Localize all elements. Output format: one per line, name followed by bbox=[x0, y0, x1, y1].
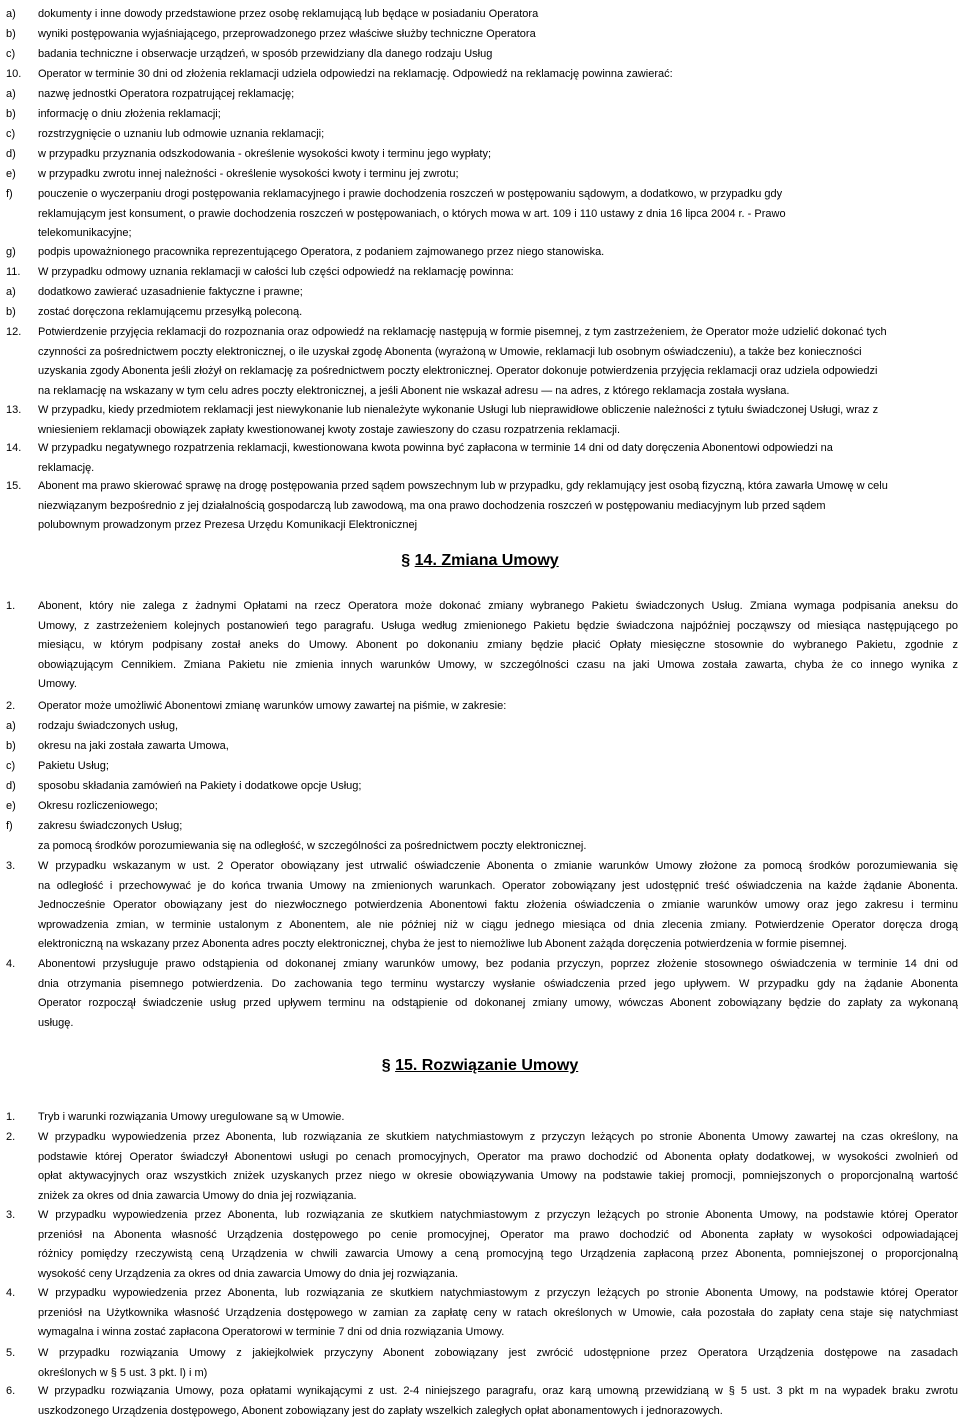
text-line: Abonent, który nie zalega z żadnymi Opłatami na rzecz Operatora może dokonać zmiany wybranego Pakietu świadczonych Usług. Zmiana wymaga podpisania aneksu do bbox=[38, 600, 958, 612]
section-14-heading bbox=[0, 550, 960, 572]
text-line: dnia otrzymania pisemnego potwierdzenia. Do zachowania tego terminu wystarczy wysłanie oświadczenia przed jego upływem. W przypadku gdy na żądanie Abonenta bbox=[38, 977, 958, 990]
item-label: d) bbox=[6, 780, 16, 792]
text-line: na reklamację na wskazany w tym celu adres poczty elektronicznej, a jeśli Abonent nie wskazał adresu — na adres, z którego reklamacja została wysłana. bbox=[38, 384, 790, 397]
paragraph-sign: § bbox=[401, 552, 411, 569]
text-line: wymagalna i winna zostać zapłacona Operatorowi w terminie 7 dni od dnia rozwiązania Umowy. bbox=[38, 1326, 505, 1338]
text-line: miesiącu, w którym podpisany został aneks do Umowy. Abonent po dokonaniu zmiany będzie płacić Opłaty miesięczne stosownie do wybranego Pakietu, zgodnie z bbox=[38, 639, 958, 651]
item-label: c) bbox=[6, 760, 16, 772]
item-label: b) bbox=[6, 28, 16, 40]
item-label: d) bbox=[6, 148, 16, 160]
text-line: zakresu świadczonych Usług; bbox=[38, 820, 183, 832]
text-line: W przypadku odmowy uznania reklamacji w całości lub części odpowiedź na reklamację powinna: bbox=[38, 266, 514, 278]
text-line: wniesieniem reklamacji obowiązek zapłaty kwestionowanej kwoty zostaje zawieszony do czasu rozpatrzenia reklamacji. bbox=[38, 423, 621, 436]
text-line: nazwę jednostki Operatora rozpatrującej reklamację; bbox=[38, 88, 295, 100]
text-line: dokumenty i inne dowody przedstawione przez osobę reklamującą lub będące w posiadaniu Operatora bbox=[38, 8, 539, 20]
text-line: w przypadku przyznania odszkodowania - określenie wysokości kwoty i terminu jego wypłaty; bbox=[38, 148, 492, 160]
item-label: 5. bbox=[6, 1347, 16, 1359]
paragraph-sign: § bbox=[381, 1057, 391, 1074]
item-label: c) bbox=[6, 128, 16, 140]
item-label: b) bbox=[6, 740, 16, 752]
text-line: zniżek za okres od dnia zawarcia Umowy do dnia jej rozwiązania. bbox=[38, 1189, 357, 1202]
text-line: uzyskania zgody Abonenta jeśli złożył on reklamację za pośrednictwem poczty elektronicznej. Operator dokonuje potwierdzenia przyjęcia reklamacji oraz udziela odpowiedzi bbox=[38, 365, 878, 377]
text-line: polubownym prowadzonym przez Prezesa Urzędu Komunikacji Elektronicznej bbox=[38, 519, 418, 531]
section-15-title: 15. Rozwiązanie Umowy bbox=[395, 1057, 579, 1074]
item-label: 6. bbox=[6, 1385, 16, 1397]
text-line: W przypadku, kiedy przedmiotem reklamacji jest niewykonanie lub nienależyte wykonanie Usługi lub nieprawidłowe obliczenie należności z tytułu świadczonej Usługi, wraz z bbox=[38, 404, 879, 416]
item-label: 4. bbox=[6, 958, 16, 970]
text-line: określonych w § 5 ust. 3 pkt. l) i m) bbox=[38, 1366, 208, 1379]
text-line: informację o dniu złożenia reklamacji; bbox=[38, 108, 221, 120]
text-line: W przypadku wypowiedzenia przez Abonenta, lub rozwiązania ze skutkiem natychmiastowym z przyczyn leżących po stronie Abonenta Umowy, na podstawie której Operator bbox=[38, 1287, 958, 1299]
item-label: 12. bbox=[6, 326, 22, 338]
text-line: za pomocą środków porozumiewania się na odległość, w szczególności za pośrednictwem poczty elektronicznej. bbox=[38, 840, 587, 852]
item-label: g) bbox=[6, 246, 16, 258]
text-line: Jednocześnie Operator obowiązany jest do niezwłocznego potwierdzenia Abonentowi faktu złożenia oświadczenia o zmianie warunków umowy oraz jego zakresu i terminu bbox=[38, 899, 958, 911]
item-label: 10. bbox=[6, 68, 22, 80]
item-label: 15. bbox=[6, 480, 22, 492]
text-line: rozstrzygnięcie o uznaniu lub odmowie uznania reklamacji; bbox=[38, 128, 325, 140]
item-label: f) bbox=[6, 188, 13, 200]
text-line: Tryb i warunki rozwiązania Umowy uregulowane są w Umowie. bbox=[38, 1111, 345, 1123]
item-label: 2. bbox=[6, 700, 16, 712]
text-line: wysokość ceny Urządzenia za okres od dnia zawarcia Umowy do dnia jej rozwiązania. bbox=[38, 1267, 459, 1280]
item-label: b) bbox=[6, 108, 16, 120]
item-label: 11. bbox=[6, 266, 21, 278]
item-label: e) bbox=[6, 168, 16, 180]
text-line: w przypadku zwrotu innej należności - określenie wysokości kwoty i terminu jej zwrotu; bbox=[38, 168, 459, 180]
item-label: 1. bbox=[6, 1111, 16, 1123]
item-label: 3. bbox=[6, 1209, 16, 1221]
text-line: podstawie której Operator świadczył Abonentowi usługi po cenach promocyjnych, Operator ma prawo dochodzić od Abonenta opłaty dodatkowej, w wysokości zwolnień od bbox=[38, 1150, 958, 1163]
section-14-title: 14. Zmiana Umowy bbox=[414, 552, 559, 569]
text-line: dodatkowo zawierać uzasadnienie faktyczne i prawne; bbox=[38, 286, 303, 298]
text-line: usługę. bbox=[38, 1016, 74, 1029]
item-label: 1. bbox=[6, 600, 16, 612]
text-line: wyniki postępowania wyjaśniającego, przeprowadzonego przez właściwe służby techniczne Operatora bbox=[38, 28, 536, 40]
text-line: przeniósł na Użytkownika własność Urządzenia dostępowego w zamian za zapłatę ceny w ratach określonych w Umowie, cała pozostała do zapłaty cena staje się natychmiast bbox=[38, 1306, 958, 1319]
item-label: 2. bbox=[6, 1131, 16, 1143]
text-line: W przypadku wypowiedzenia przez Abonenta, lub rozwiązania ze skutkiem natychmiastowym z przyczyn leżących po stronie Abonenta Umowy, na podstawie której Operator bbox=[38, 1209, 958, 1221]
text-line: W przypadku rozwiązania Umowy, poza opłatami wynikającymi z ust. 2-4 niniejszego paragrafu, oraz karą umowną przewidzianą w § 5 ust. 3 pkt m na wypadek braku zwrotu bbox=[38, 1385, 958, 1397]
text-line: Umowy. bbox=[38, 678, 77, 690]
item-label: 4. bbox=[6, 1287, 16, 1299]
item-label: f) bbox=[6, 820, 13, 832]
text-line: Umowy, z zastrzeżeniem kolejnych postanowień tego paragrafu. Usługa według zmienionego Pakietu będzie świadczona najpóźniej począwszy od miesiąca następującego po bbox=[38, 619, 958, 632]
text-line: obowiązującym Cennikiem. Zmiana Pakietu nie zmienia innych warunków Umowy, w szczególności czasu na jaki Umowa została zawarta, chyba że co innego wynika z bbox=[38, 658, 958, 671]
text-line: reklamację. bbox=[38, 461, 95, 474]
item-label: a) bbox=[6, 88, 16, 100]
text-line: elektroniczną na wskazany przez Abonenta adres poczty elektronicznej, chyba że jest to niemożliwe lub Abonent zażąda doręczenia potwierdzenia w formie pisemnej. bbox=[38, 938, 847, 950]
item-label: a) bbox=[6, 8, 16, 20]
item-label: e) bbox=[6, 800, 16, 812]
text-line: Abonentowi przysługuje prawo odstąpienia od dokonanej zmiany warunków umowy, bez podania przyczyn, poprzez złożenie stosownego oświadczenia w terminie 14 dni od bbox=[38, 958, 958, 970]
text-line: Abonent ma prawo skierować sprawę na drogę postępowania przed sądem powszechnym lub w przypadku, gdy reklamujący jest osobą fizyczną, która zawarła Umowę w celu bbox=[38, 480, 888, 492]
text-line: zostać doręczona reklamującemu przesyłką poleconą. bbox=[38, 306, 303, 318]
text-line: przeniósł na Abonenta własność Urządzenia dostępowego po cenie promocyjnej, Operator ma prawo dochodzić od Abonenta zapłaty w wysokości odpowiadającej bbox=[38, 1228, 958, 1241]
text-line: reklamującym jest konsument, o prawie dochodzenia roszczeń w postępowaniach, o których mowa w art. 109 i 110 ustawy z dnia 16 lipca 2004 r. - Prawo bbox=[38, 207, 786, 220]
text-line: Potwierdzenie przyjęcia reklamacji do rozpoznania oraz odpowiedź na reklamację następują w formie pisemnej, z tym zastrzeżeniem, że Operator może udzielić dokonać tych bbox=[38, 326, 887, 338]
item-label: a) bbox=[6, 286, 16, 298]
text-line: Okresu rozliczeniowego; bbox=[38, 800, 158, 812]
text-line: W przypadku wskazanym w ust. 2 Operator obowiązany jest utrwalić oświadczenie Abonenta o zmianie warunków Umowy złożone za pomocą środków porozumiewania się bbox=[38, 860, 958, 872]
text-line: Operator może umożliwić Abonentowi zmianę warunków umowy zawartej na piśmie, w zakresie: bbox=[38, 700, 507, 712]
text-line: niezwiązanym bezpośrednio z jej działalnością gospodarczą lub zawodową, ma ona prawo dochodzenia roszczeń w postępowaniu mediacyjnym lub przed sądem bbox=[38, 499, 826, 512]
section-15-heading bbox=[0, 1055, 960, 1077]
item-label: b) bbox=[6, 306, 16, 318]
item-label: a) bbox=[6, 720, 16, 732]
text-line: czynności za pośrednictwem poczty elektronicznej, o ile uzyskał zgodę Abonenta (wyrażoną w Umowie, reklamacji lub osobnym oświadczeniu), a także bez konieczności bbox=[38, 345, 862, 358]
text-line: opłat aktywacyjnych oraz wszystkich zniżek uzyskanych przez niego w okresie obowiązywania Umowy na podstawie takiej promocji, pomniejszonych o proporcjonalną wartość bbox=[38, 1170, 958, 1182]
text-line: telekomunikacyjne; bbox=[38, 227, 132, 239]
text-line: rodzaju świadczonych usług, bbox=[38, 720, 179, 732]
text-line: różnicy pomiędzy rzeczywistą ceną Urządzenia w chwili zawarcia Umowy a ceną promocyjną tego Urządzenia zapłaconą przez Abonenta, pomniejszonej o proporcjonalną bbox=[38, 1248, 958, 1260]
text-line: na odległość i przechowywać je do końca trwania Umowy na zmienionych warunkach. Operator zobowiązany jest udostępnić treść oświadczenia na każde żądanie Abonenta. bbox=[38, 879, 958, 892]
item-label: 13. bbox=[6, 404, 22, 416]
text-line: podpis upoważnionego pracownika reprezentującego Operatora, z podaniem zajmowanego przez niego stanowiska. bbox=[38, 246, 605, 258]
text-line: uszkodzonego Urządzenia dostępowego, Abonent zobowiązany jest do zapłaty wszelkich zaległych opłat abonamentowych i jednorazowych. bbox=[38, 1404, 723, 1417]
text-line: pouczenie o wyczerpaniu drogi postępowania reklamacyjnego i prawie dochodzenia roszczeń w postępowaniu sądowym, a dodatkowo, w przypadku gdy bbox=[38, 188, 783, 200]
text-line: W przypadku negatywnego rozpatrzenia reklamacji, kwestionowana kwota powinna być zapłacona w terminie 14 dni od daty doręczenia Abonentowi odpowiedzi na bbox=[38, 442, 833, 454]
text-line: badania techniczne i obserwacje urządzeń, w sposób przewidziany dla danego rodzaju Usług bbox=[38, 48, 493, 60]
text-line: okresu na jaki została zawarta Umowa, bbox=[38, 740, 229, 752]
text-line: W przypadku wypowiedzenia przez Abonenta, lub rozwiązania ze skutkiem natychmiastowym z przyczyn leżących po stronie Abonenta Umowy zawartej na czas określony, na bbox=[38, 1131, 958, 1143]
text-line: Operator rozpoczął świadczenie usług przed upływem terminu na odstąpienie od dokonanej zmiany umowy, wówczas Abonent zobowiązany będzie do zapłaty za wykonaną bbox=[38, 997, 958, 1009]
text-line: W przypadku rozwiązania Umowy z jakiejkolwiek przyczyny Abonent zobowiązany jest zwrócić udostępnione przez Operatora Urządzenia dostępowe na zasadach bbox=[38, 1347, 958, 1359]
item-label: c) bbox=[6, 48, 16, 60]
item-label: 14. bbox=[6, 442, 22, 454]
text-line: sposobu składania zamówień na Pakiety i dodatkowe opcje Usług; bbox=[38, 780, 362, 792]
text-line: Operator w terminie 30 dni od złożenia reklamacji udziela odpowiedzi na reklamację. Odpowiedź na reklamację powinna zawierać: bbox=[38, 68, 673, 80]
item-label: 3. bbox=[6, 860, 16, 872]
text-line: wprowadzenia zmian, w terminie ustalonym z Abonentem, ale nie później niż w ciągu jednego miesiąca od dnia zlecenia zmiany. Potwierdzenie Operator doręcza drogą bbox=[38, 918, 958, 931]
text-line: Pakietu Usług; bbox=[38, 760, 109, 772]
